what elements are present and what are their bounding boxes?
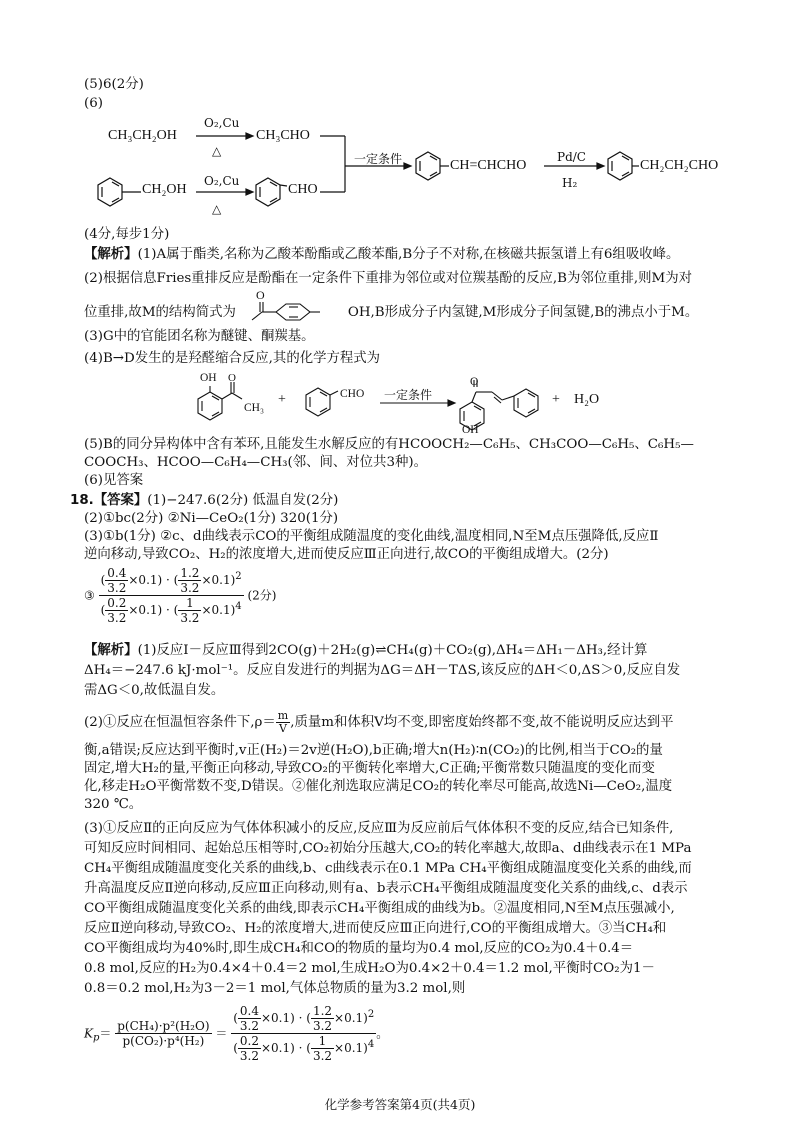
- condition-label: 一定条件: [354, 152, 403, 166]
- analysis18-a3: 需ΔG＜0,故低温自发。: [84, 683, 225, 698]
- q18-line4: 逆向移动,导致CO₂、H₂的浓度增大,进而使反应Ⅲ正向进行,故CO的平衡组成增大。(2分): [84, 547, 609, 562]
- benzyl-alcohol-substituent: CH₂OH: [142, 182, 187, 197]
- analysis18-c8: 0.8 mol,反应的H₂为0.4×4＋0.4＝2 mol,生成H₂O为0.4×2＋0.4＝1.2 mol,平衡时CO₂为1－: [84, 961, 655, 976]
- analysis18-b1: (2)①反应在恒温恒容条件下,ρ＝ $\frac{m}{V}$ ,质量m和体积V均不变,即密度始终都不变,故不能说明反应达到平: [84, 709, 674, 735]
- analysis-p5b: COOCH₃、HCOO—C₆H₄—CH₃(邻、间、对位共3种)。: [84, 455, 427, 470]
- synthesis-drawing: [0, 0, 800, 240]
- ethanol: CH₃CH₂OH: [108, 128, 177, 143]
- analysis18-c4: 升高温度反应Ⅱ逆向移动,反应Ⅲ正向移动,则有a、b表示CH₄平衡组成随温度变化关系的曲线,c、d表示: [84, 881, 688, 896]
- kp-answer-fraction: ( $\frac{0.4}{3.2}$ ×0.1) · ( $\frac{1.2}{3.2}$ ×0.1)$^2$ ( $\frac{0.2}{3.2}$ ×0.1) · ( $\frac{1}{3.2}$ ×0.1)$^4$: [100, 566, 242, 625]
- reagent-o2cu-1: O₂,Cu: [204, 116, 240, 130]
- analysis-p2a: (2)根据信息Fries重排反应是酚酯在一定条件下重排为邻位或对位羰基酚的反应,B为邻位重排,则M为对: [84, 271, 693, 286]
- product-substituent: CH₂CH₂CHO: [640, 158, 719, 173]
- eq-water: H₂O: [574, 392, 600, 407]
- q6-label: (6): [84, 96, 103, 111]
- kp-expression: $K_p=$ $\frac{\text{p(CH₄)·p²(H₂O)}}{\text{p(CO₂)·p⁴(H₂)}}$ ＝ ( $\frac{0.4}{3.2}$ ×0.1) · ( $\frac{1.2}{3.2}$ ×0.1)$^2$ ( $\frac{0.2}{3.2}$ ×0.1) · ( $\frac{1}{3.2}$ ×0.1)$^4$ 。: [84, 1004, 389, 1063]
- analysis18-c2: 可知反应时间相同、起始总压相等时,CO₂初始分压越大,CO₂的转化率越大,故即a、d曲线表示在1 MPa: [84, 841, 692, 856]
- benzene-ring-product: [608, 152, 639, 180]
- pd-c-label: Pd/C: [557, 150, 586, 164]
- analysis-p5a: (5)B的同分异构体中含有苯环,且能发生水解反应的有HCOOCH₂—C₆H₅、CH₃COO—C₆H₅、C₆H₅—: [84, 437, 694, 452]
- analysis18-a1: 【解析】(1)反应Ⅰ－反应Ⅲ得到2CO(g)＋2H₂(g)⇌CH₄(g)＋CO₂(g),ΔH₄＝ΔH₁－ΔH₃,经计算: [84, 643, 648, 658]
- kp-value-fraction: ( $\frac{0.4}{3.2}$ ×0.1) · ( $\frac{1.2}{3.2}$ ×0.1)$^2$ ( $\frac{0.2}{3.2}$ ×0.1) · ( $\frac{1}{3.2}$ ×0.1)$^4$: [233, 1004, 375, 1063]
- heat-1: △: [212, 144, 222, 158]
- q5-answer: (5)6(2分): [84, 77, 144, 92]
- m-structure: [250, 290, 370, 330]
- analysis18-c5: CO平衡组成随温度变化关系的曲线,即表示CH₄平衡组成的曲线为b。②温度相同,N至M点压强减小,: [84, 901, 675, 916]
- analysis-p4: (4)B→D发生的是羟醛缩合反应,其的化学方程式为: [84, 351, 381, 366]
- analysis18-c9: 0.8＝0.2 mol,H₂为3－2＝1 mol,气体总物质的量为3.2 mol,则: [84, 981, 466, 996]
- analysis18-b2: 衡,a错误;反应达到平衡时,v正(H₂)＝2v逆(H₂O),b正确;增大n(H₂)∶n(CO₂)的比例,相当于CO₂的量: [84, 743, 663, 758]
- svg-text:O: O: [228, 372, 236, 384]
- eq-ch3-label: CH₃: [244, 402, 264, 414]
- q18-line3: (3)①b(1分) ②c、d曲线表示CO的平衡组成随温度的变化曲线,温度相同,N至M点压强降低,反应Ⅱ: [84, 529, 659, 544]
- q18-kp-answer: ③ ( $\frac{0.4}{3.2}$ ×0.1) · ( $\frac{1.2}{3.2}$ ×0.1)$^2$ ( $\frac{0.2}{3.2}$ ×0.1) · ( $\frac{1}{3.2}$ ×0.1)$^4$ (2分): [84, 566, 277, 625]
- analysis18-c3: CH₄平衡组成随温度变化关系的曲线,b、c曲线表示在0.1 MPa CH₄平衡组成随温度变化关系的曲线,而: [84, 861, 692, 876]
- h2-label: H₂: [562, 176, 578, 190]
- benzaldehyde-substituent: CHO: [288, 182, 318, 197]
- analysis-p2b: 位重排,故M的结构简式为 OH,B形成分子内氢键,M形成分子间氢键,B的沸点小于M。: [84, 305, 699, 320]
- cinnamaldehyde-substituent: CH=CHCHO: [450, 158, 527, 173]
- eq-condition: 一定条件: [384, 388, 433, 402]
- eq-cho-label: CHO: [340, 388, 365, 400]
- page-footer: 化学参考答案第4页(共4页): [324, 1097, 476, 1112]
- acetaldehyde: CH₃CHO: [256, 128, 310, 143]
- eq-plus-1: +: [278, 392, 286, 407]
- eq-plus-2: +: [552, 392, 560, 407]
- q18-answer-head: 18.【答案】(1)−247.6(2分) 低温自发(2分): [70, 493, 339, 508]
- benzene-ring-benzaldehyde: [256, 178, 287, 206]
- analysis-p1: 【解析】(1)A属于酯类,名称为乙酸苯酚酯或乙酸苯酯,B分子不对称,在核磁共振氢谱上有6组吸收峰。: [84, 247, 680, 262]
- eq-oh-label: OH: [200, 372, 217, 384]
- analysis18-a2: ΔH₄＝−247.6 kJ·mol⁻¹。反应自发进行的判据为ΔG＝ΔH－TΔS,该反应的ΔH＜0,ΔS＞0,反应自发: [84, 663, 681, 678]
- heat-2: △: [212, 202, 222, 216]
- analysis18-c6: 反应Ⅱ逆向移动,导致CO₂、H₂的浓度增大,进而使反应Ⅲ正向进行,CO的平衡组成增大。③当CH₄和: [84, 921, 667, 936]
- analysis18-b5: 320 ℃。: [84, 797, 143, 812]
- score-note: (4分,每步1分): [84, 227, 170, 242]
- benzene-ring-benzyl-alcohol: [98, 178, 141, 206]
- benzene-ring-cinnamaldehyde: [416, 152, 449, 180]
- eq-oh2-label: OH: [462, 424, 479, 436]
- analysis-p3: (3)G中的官能团名称为醚键、酮羰基。: [84, 329, 315, 344]
- analysis18-b3: 固定,增大H₂的量,平衡正向移动,导致CO₂的平衡转化率增大,C正确;平衡常数只随温度的变化而变: [84, 761, 655, 776]
- reagent-o2cu-2: O₂,Cu: [204, 174, 240, 188]
- analysis18-b4: 化,移走H₂O平衡常数不变,D错误。②催化剂选取应满足CO₂的转化率尽可能高,故选Ni—CeO₂,温度: [84, 779, 673, 794]
- analysis18-c1: (3)①反应Ⅱ的正向反应为气体体积减小的反应,反应Ⅲ为反应前后气体体积不变的反应,结合已知条件,: [84, 821, 674, 836]
- svg-text:O: O: [256, 288, 265, 302]
- analysis-p6: (6)见答案: [84, 473, 144, 488]
- eq-o-label: O: [470, 376, 479, 388]
- q18-line2: (2)①bc(2分) ②Ni—CeO₂(1分) 320(1分): [84, 511, 339, 526]
- analysis18-c7: CO平衡组成均为40%时,即生成CH₄和CO的物质的量均为0.4 mol,反应的CO₂为0.4＋0.4＝: [84, 941, 634, 956]
